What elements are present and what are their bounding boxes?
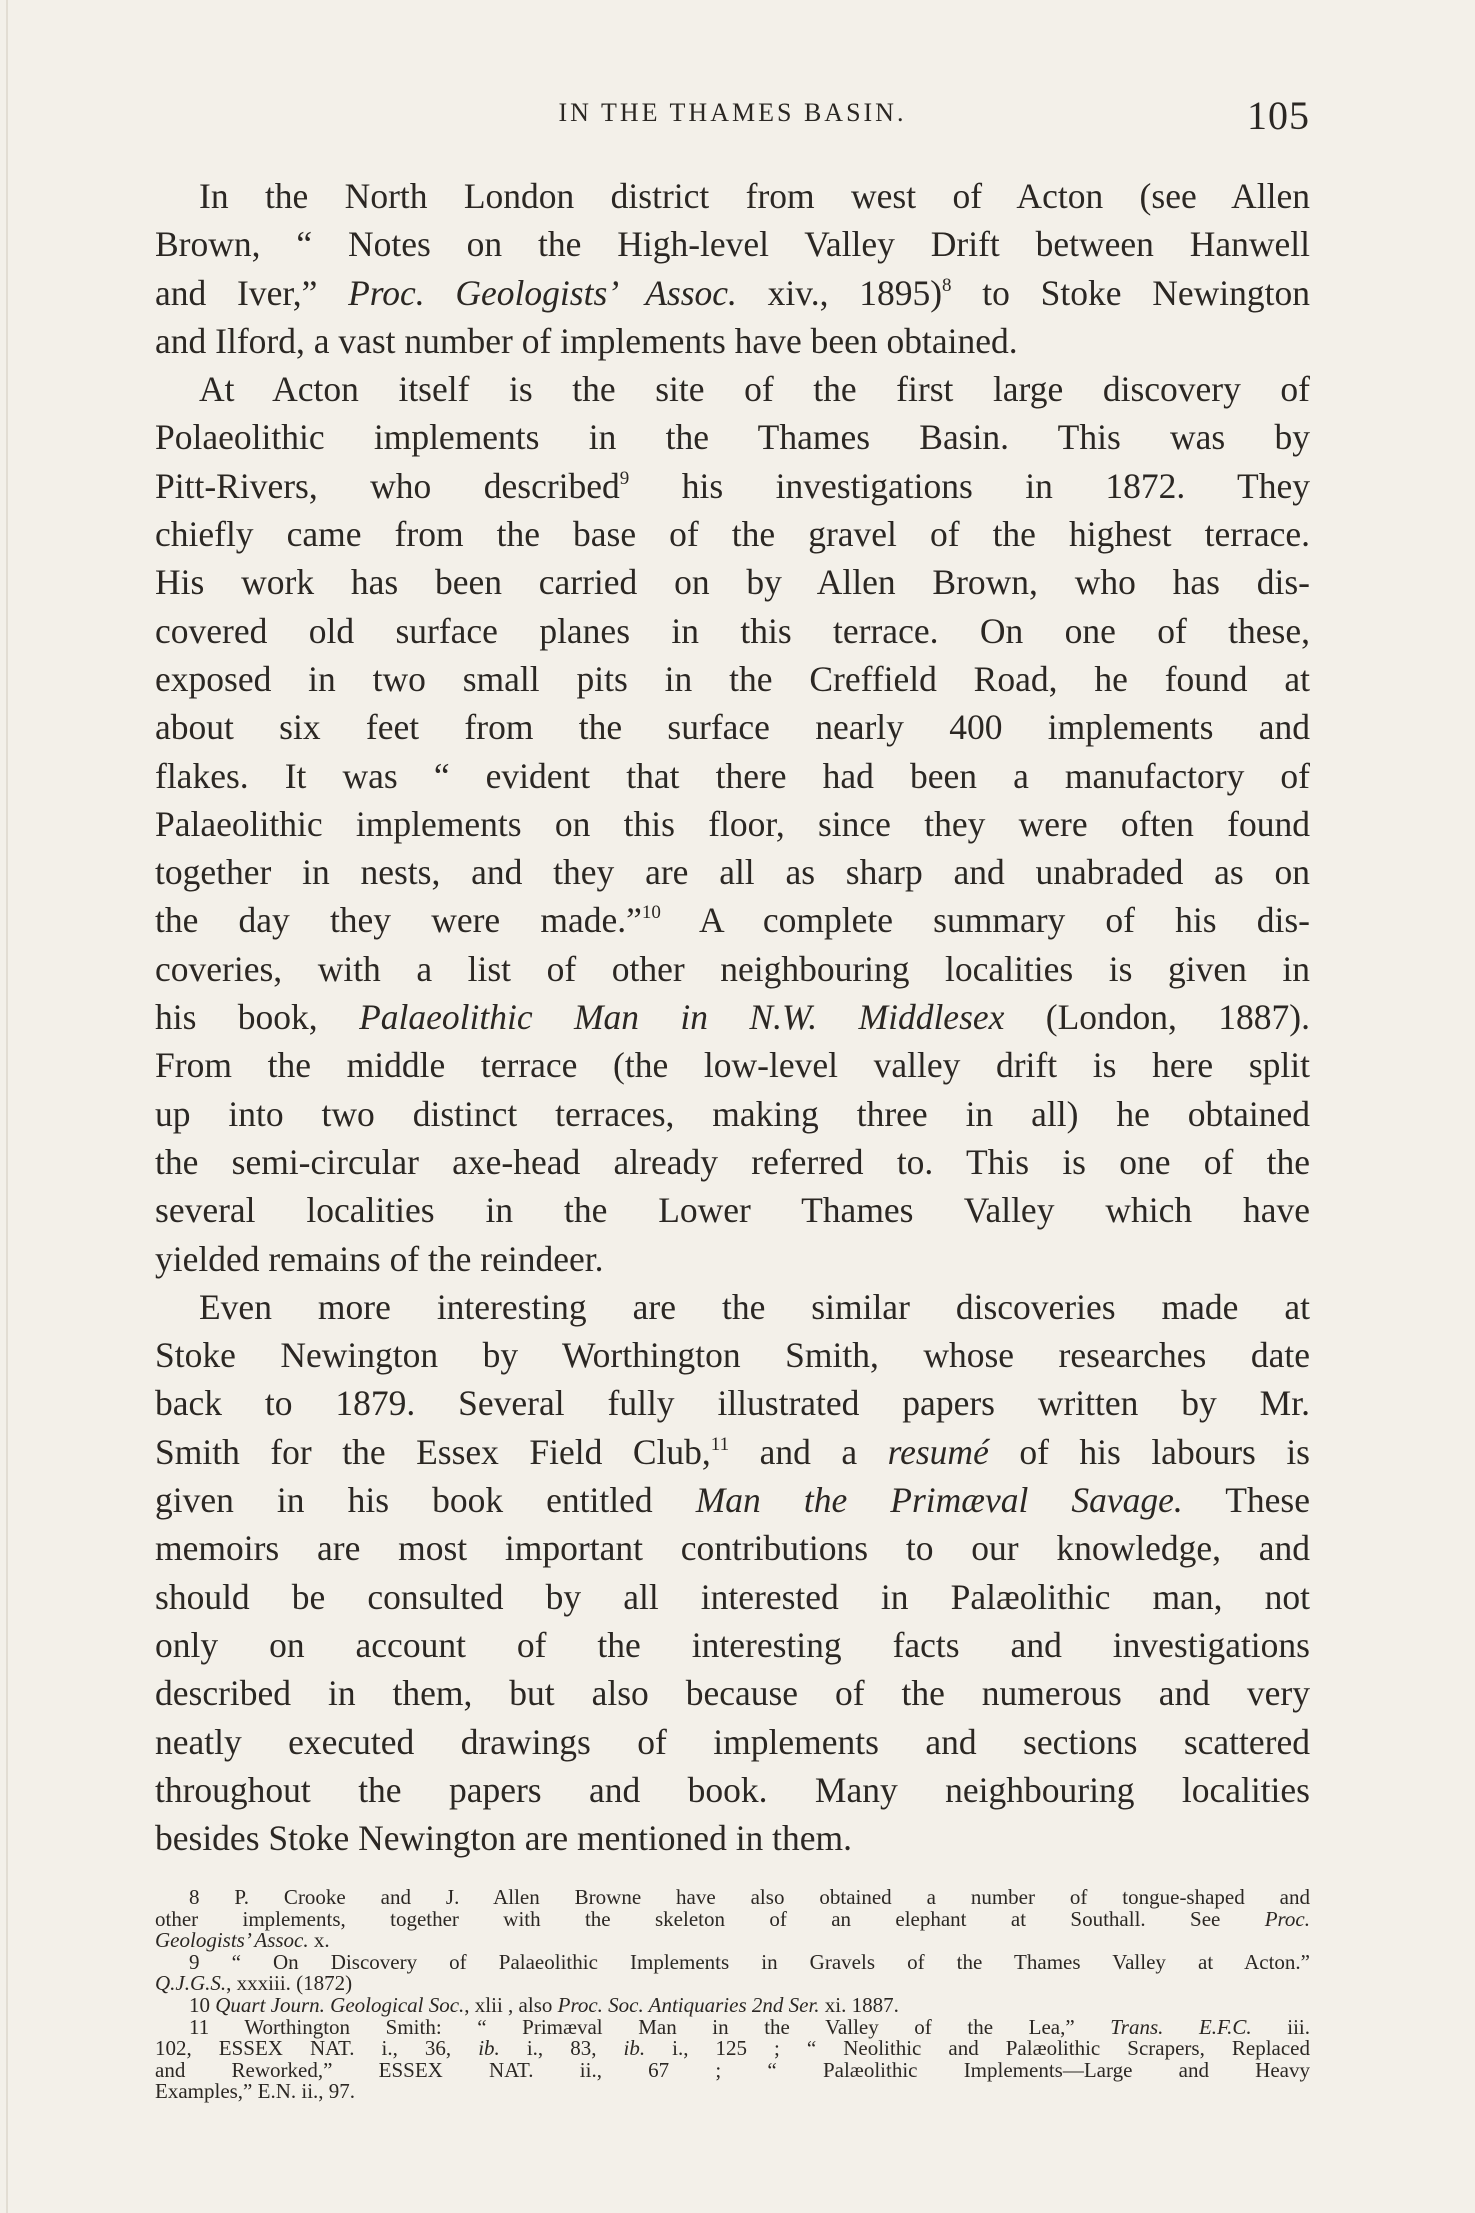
text-line: should be consulted by all interested in Palæolithic man, not [155, 1576, 1310, 1617]
text-line: Stoke Newington by Worthington Smith, whose researches date [155, 1335, 1310, 1376]
text-run: his book, [155, 997, 360, 1038]
text-line: together in nests, and they are all as sharp and unabraded as on [155, 852, 1310, 893]
italic-abbrev: ib. [478, 2036, 500, 2061]
footnote-ref: 10 [641, 902, 661, 924]
text-run: to Stoke Newington [951, 272, 1310, 313]
text-run: Pitt-Rivers, who described [155, 465, 620, 506]
text-run: i., 83, [499, 2036, 624, 2061]
text-line: His work has been carried on by Allen Brown, who has dis- [155, 562, 1310, 603]
text-line: neatly executed drawings of implements and sections scattered [155, 1721, 1310, 1762]
text-run: other implements, together with the skeleton of an elephant at Southall. See [155, 1906, 1265, 1931]
text-line: Palaeolithic implements on this floor, since they were often found [155, 803, 1310, 844]
italic-term: resumé [887, 1431, 989, 1472]
text-run: 11 Worthington Smith: “ Primæval Man in the Valley of the Lea,” [189, 2014, 1111, 2039]
footnote-line [155, 1973, 1310, 1995]
journal-title: Trans. E.F.C. [1110, 2014, 1252, 2039]
text-run: the day they were made.” [155, 900, 642, 941]
text-run: of his labours is [988, 1431, 1311, 1472]
journal-title: Q.J.G.S. [155, 1971, 227, 1996]
text-line: about six feet from the surface nearly 400 implements and [155, 707, 1310, 748]
text-line: flakes. It was “ evident that there had been a manufactory of [155, 755, 1310, 796]
journal-title: Geologists’ Assoc. [155, 1928, 309, 1953]
footnote-10 [155, 1992, 1310, 2017]
footnote-ref: 8 [942, 274, 952, 296]
text-line: Even more interesting are the similar discoveries made at [199, 1286, 1310, 1327]
text-run: Smith for the Essex Field Club, [155, 1431, 711, 1472]
text-run: These [1182, 1480, 1310, 1521]
text-line: described in them, but also because of the numerous and very [155, 1673, 1310, 1714]
footnote-line: and Reworked,” ESSEX NAT. ii., 67 ; “ Palæolithic Implements—Large and Heavy [155, 2057, 1310, 2082]
footnote-ref: 9 [619, 467, 630, 489]
text-line [155, 896, 1310, 944]
text-run: i., 125 ; “ Neolithic and Palæolithic Scrapers, Replaced [645, 2036, 1310, 2061]
text-run: xiv., 1895) [736, 272, 943, 313]
footnote-ref: 11 [710, 1433, 730, 1455]
text-run: A complete summary of his dis- [660, 900, 1310, 941]
text-line: covered old surface planes in this terrace. On one of these, [155, 610, 1310, 651]
text-line: memoirs are most important contributions to our knowledge, and [155, 1528, 1310, 1569]
text-run: , xxxiii. (1872) [226, 1971, 353, 1996]
text-run: his investigations in 1872. They [629, 465, 1310, 506]
footnote-line [155, 1906, 1310, 1931]
text-run: 102, ESSEX NAT. i., 36, [155, 2036, 479, 2061]
text-line: yielded remains of the reindeer. [155, 1238, 604, 1279]
text-line [155, 462, 1310, 510]
text-line: Polaeolithic implements in the Thames Basin. This was by [155, 417, 1310, 458]
text-run: iii. [1251, 2014, 1310, 2039]
text-line: the semi-circular axe-head already referred to. This is one of the [155, 1141, 1310, 1182]
text-line: coveries, with a list of other neighbouring localities is given in [155, 948, 1310, 989]
body-text [155, 172, 1310, 1862]
text-line [155, 993, 1310, 1041]
text-run: , xlii , also [464, 1992, 558, 2017]
italic-abbrev: ib. [623, 2036, 646, 2061]
text-run: xi. 1887. [819, 1992, 899, 2017]
journal-title: Proc. Soc. Antiquaries 2nd Ser. [557, 1992, 820, 2017]
text-line [155, 1428, 1310, 1476]
text-run: (London, 1887). [1004, 997, 1310, 1038]
text-line: At Acton itself is the site of the first large discovery of [199, 369, 1310, 410]
page-edge-shadow [6, 0, 8, 2213]
text-line: several localities in the Lower Thames Valley which have [155, 1190, 1310, 1231]
footnote-9: 9 “ On Discovery of Palaeolithic Implements in Gravels of the Thames Valley at Acton.” [189, 1949, 1310, 1974]
running-head: IN THE THAMES BASIN. [558, 98, 907, 127]
text-line: chiefly came from the base of the gravel of the highest terrace. [155, 514, 1310, 555]
text-line: only on account of the interesting facts and investigations [155, 1624, 1310, 1665]
text-run: given in his book entitled [155, 1480, 696, 1521]
text-line: exposed in two small pits in the Creffield Road, he found at [155, 658, 1310, 699]
text-run: 10 [189, 1992, 216, 2017]
footnote-line [155, 1930, 1310, 1952]
text-run: and Iver,” [155, 272, 349, 313]
text-line: Brown, “ Notes on the High-level Valley Drift between Hanwell [155, 224, 1310, 265]
footnote-line [155, 2038, 1310, 2060]
text-line: and Ilford, a vast number of implements have been obtained. [155, 320, 1018, 361]
text-run: and a [729, 1431, 888, 1472]
book-title: Man the Primæval Savage. [695, 1480, 1183, 1521]
book-title: Palaeolithic Man in N.W. Middlesex [359, 997, 1005, 1038]
text-line [155, 1476, 1310, 1524]
page-header [155, 92, 1310, 138]
text-run: x. [308, 1928, 330, 1953]
text-line: throughout the papers and book. Many neighbouring localities [155, 1769, 1310, 1810]
footnote-line: Examples,” E.N. ii., 97. [155, 2079, 356, 2104]
footnote-8: 8 P. Crooke and J. Allen Browne have also obtained a number of tongue-shaped and [189, 1885, 1310, 1909]
text-line: back to 1879. Several fully illustrated papers written by Mr. [155, 1383, 1310, 1424]
text-line [155, 269, 1310, 317]
text-line: In the North London district from west of Acton (see Allen [199, 176, 1310, 216]
text-line: up into two distinct terraces, making three in all) he obtained [155, 1093, 1310, 1134]
page-number: 105 [1247, 93, 1310, 138]
journal-title: Proc. [1264, 1906, 1310, 1931]
journal-title: Proc. Geologists’ Assoc. [348, 272, 737, 313]
footnote-11 [155, 2014, 1310, 2039]
journal-title: Quart Journ. Geological Soc. [215, 1992, 465, 2017]
text-line: From the middle terrace (the low-level valley drift is here split [155, 1045, 1310, 1086]
text-line: besides Stoke Newington are mentioned in them. [155, 1818, 853, 1859]
footnotes [155, 1887, 1310, 2103]
